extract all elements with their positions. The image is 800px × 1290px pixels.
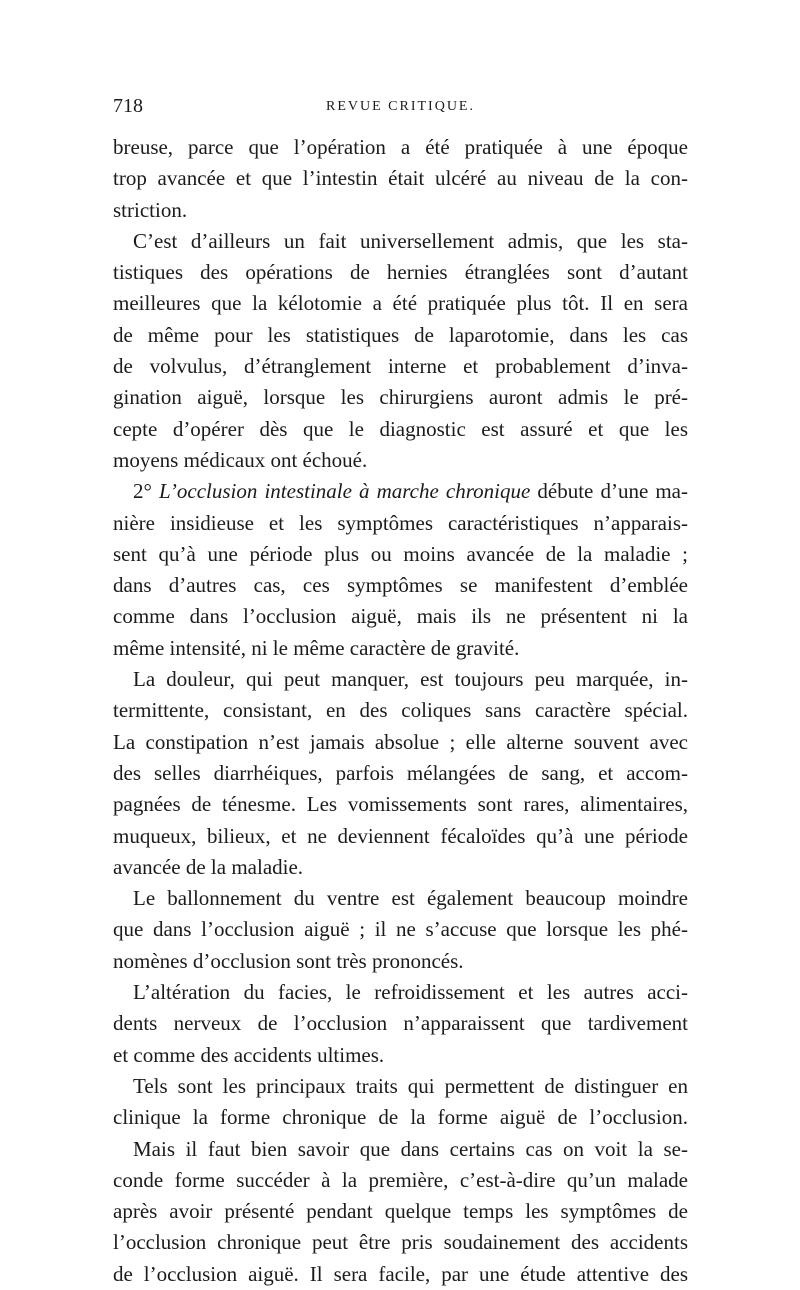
text-line: clinique la forme chronique de la forme aiguë de l’occlusion. (113, 1105, 688, 1130)
running-head (113, 92, 688, 124)
text-line: meilleures que la kélotomie a été pratiquée plus tôt. Il en sera (113, 291, 688, 316)
text-line: pagnées de ténesme. Les vomissements sont rares, alimentaires, (113, 792, 688, 817)
text-line: La constipation n’est jamais absolue ; elle alterne souvent avec (113, 729, 688, 754)
text-line: La douleur, qui peut manquer, est toujours peu marquée, in- (133, 667, 688, 692)
text-line: dans d’autres cas, ces symptômes se manifestent d’emblée (113, 573, 688, 598)
text-line: muqueux, bilieux, et ne deviennent fécaloïdes qu’à une période (113, 823, 688, 848)
body-text (113, 132, 688, 1290)
text-line: tistiques des opérations de hernies étranglées sont d’autant (113, 260, 688, 285)
text-line: gination aiguë, lorsque les chirurgiens auront admis le pré- (113, 385, 688, 410)
text-line: Tels sont les principaux traits qui permettent de distinguer en (133, 1073, 688, 1098)
text-line: termittente, consistant, en des coliques sans caractère spécial. (113, 698, 688, 723)
text-line: cepte d’opérer dès que le diagnostic est assuré et que les (113, 416, 688, 441)
text-line: L’altération du facies, le refroidissement et les autres acci- (133, 980, 688, 1005)
text-line-tail: débute d’une ma- (530, 479, 688, 504)
text-line: sent qu’à une période plus ou moins avancée de la maladie ; (113, 541, 688, 566)
text-line: après avoir présenté pendant quelque temps les symptômes de (113, 1199, 688, 1224)
text-line: nière insidieuse et les symptômes caractéristiques n’apparais- (113, 510, 688, 535)
text-line: avancée de la maladie. (113, 854, 304, 879)
text-line: Le ballonnement du ventre est également beaucoup moindre (133, 886, 688, 911)
running-title: REVUE CRITIQUE. (326, 99, 475, 114)
text-line: même intensité, ni le même caractère de gravité. (113, 635, 520, 660)
text-line: striction. (113, 197, 188, 222)
text-line: C’est d’ailleurs un fait universellement admis, que les sta- (133, 228, 688, 253)
text-line: Mais il faut bien savoir que dans certains cas on voit la se- (133, 1136, 688, 1161)
text-line: de l’occlusion aiguë. Il sera facile, par une étude attentive des (113, 1261, 688, 1286)
text-line: moyens médicaux ont échoué. (113, 447, 368, 472)
section-number: 2° (133, 479, 159, 504)
text-line: l’occlusion chronique peut être pris soudainement des accidents (113, 1230, 688, 1255)
text-line: dents nerveux de l’occlusion n’apparaissent que tardivement (113, 1011, 688, 1036)
text-line: nomènes d’occlusion sont très prononcés. (113, 948, 464, 973)
text-line: et comme des accidents ultimes. (113, 1042, 385, 1067)
text-line: que dans l’occlusion aiguë ; il ne s’accuse que lorsque les phé- (113, 917, 688, 942)
text-line: conde forme succéder à la première, c’est-à-dire qu’un malade (113, 1167, 688, 1192)
section-heading-italic: L’occlusion intestinale à marche chronique (159, 479, 531, 504)
page-number: 718 (113, 95, 143, 117)
text-line (113, 476, 688, 507)
text-line: des selles diarrhéiques, parfois mélangées de sang, et accom- (113, 760, 688, 785)
text-line: comme dans l’occlusion aiguë, mais ils ne présentent ni la (113, 604, 688, 629)
text-line: breuse, parce que l’opération a été pratiquée à une époque (113, 135, 688, 159)
text-line: de même pour les statistiques de laparotomie, dans les cas (113, 322, 688, 347)
text-line: de volvulus, d’étranglement interne et probablement d’inva- (113, 354, 688, 379)
text-line: trop avancée et que l’intestin était ulcéré au niveau de la con- (113, 166, 688, 191)
